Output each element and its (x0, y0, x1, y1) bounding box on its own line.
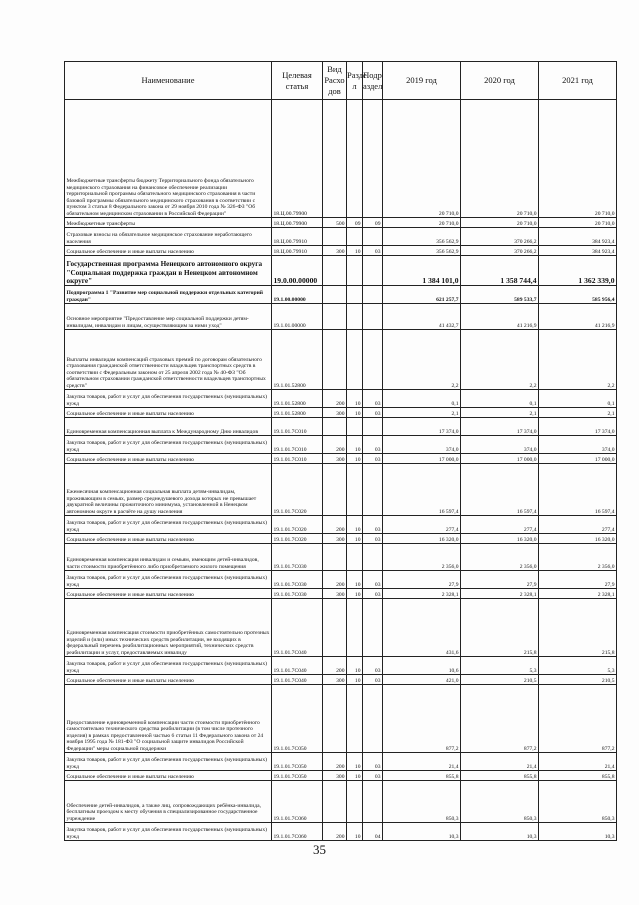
table-row (65, 330, 617, 390)
cell-value-2021: 210,5 (539, 675, 617, 685)
cell-target-article: 19.1.01.7С040 (272, 675, 323, 685)
table-row (65, 418, 617, 436)
header-section: Разде л (347, 62, 363, 100)
table-row (65, 657, 617, 675)
table-row (65, 100, 617, 218)
cell-value-2021: 17 374,0 (539, 418, 617, 436)
table-row (65, 304, 617, 330)
cell-value-2020: 277,4 (461, 516, 539, 534)
table-row (65, 464, 617, 516)
cell-expense-type: 300 (323, 771, 347, 781)
table-row (65, 685, 617, 753)
table-row (65, 781, 617, 823)
cell-section (347, 304, 363, 330)
cell-expense-type: 300 (323, 534, 347, 544)
cell-section: 09 (347, 218, 363, 228)
cell-row-name: Социальное обеспечение и иные выплаты населению (65, 246, 272, 256)
cell-target-article: 19.1.01.7С010 (272, 418, 323, 436)
cell-row-name: Единовременная компенсация инвалидам и семьям, имеющим детей-инвалидов, части стоимости приобретённого либо приобретаемого жилого помещения (65, 544, 272, 571)
cell-section: 10 (347, 823, 363, 841)
cell-row-name: Закупка товаров, работ и услуг для обеспечения государственных (муниципальных) нужд (65, 657, 272, 675)
cell-subsection: 03 (363, 390, 383, 408)
cell-value-2020: 855,8 (461, 771, 539, 781)
table-row (65, 228, 617, 246)
cell-subsection (363, 256, 383, 286)
cell-subsection (363, 464, 383, 516)
cell-row-name: Социальное обеспечение и иные выплаты населению (65, 454, 272, 464)
cell-subsection (363, 599, 383, 657)
cell-row-name: Основное мероприятие "Предоставление мер социальной поддержки детям-инвалидам, инвалидам и лицам, осуществляющим за ними уход" (65, 304, 272, 330)
cell-section: 10 (347, 753, 363, 771)
table-row (65, 599, 617, 657)
table-row (65, 408, 617, 418)
cell-subsection: 03 (363, 436, 383, 454)
cell-expense-type: 300 (323, 675, 347, 685)
cell-value-2020: 2,2 (461, 330, 539, 390)
cell-expense-type: 200 (323, 516, 347, 534)
cell-section (347, 418, 363, 436)
cell-value-2021: 855,8 (539, 771, 617, 781)
table-row (65, 516, 617, 534)
cell-value-2020: 215,8 (461, 599, 539, 657)
cell-value-2019: 21,4 (383, 753, 461, 771)
cell-section: 10 (347, 454, 363, 464)
cell-value-2020: 20 710,0 (461, 100, 539, 218)
cell-section (347, 286, 363, 304)
cell-value-2020: 370 266,2 (461, 246, 539, 256)
cell-value-2021: 850,3 (539, 781, 617, 823)
cell-row-name: Единовременная компенсационная выплата к Международному Дню инвалидов (65, 418, 272, 436)
cell-value-2019: 2 356,0 (383, 544, 461, 571)
cell-value-2019: 431,6 (383, 599, 461, 657)
cell-row-name: Закупка товаров, работ и услуг для обеспечения государственных (муниципальных) нужд (65, 436, 272, 454)
cell-value-2020: 16 597,4 (461, 464, 539, 516)
cell-value-2021: 10,3 (539, 823, 617, 841)
cell-row-name: Подпрограмма 1 "Развитие мер социальной поддержки отдельных категорий граждан" (65, 286, 272, 304)
cell-expense-type: 200 (323, 657, 347, 675)
table-row (65, 436, 617, 454)
cell-subsection: 03 (363, 571, 383, 589)
header-expense-type: Вид Расхо дов (323, 62, 347, 100)
cell-value-2019: 17 374,0 (383, 418, 461, 436)
cell-value-2021: 1 362 339,0 (539, 256, 617, 286)
cell-value-2020: 877,2 (461, 685, 539, 753)
cell-row-name: Страховые взносы на обязательное медицинское страхование неработающего населения (65, 228, 272, 246)
cell-value-2021: 41 216,9 (539, 304, 617, 330)
cell-expense-type (323, 685, 347, 753)
cell-target-article: 19.1.01.7С060 (272, 781, 323, 823)
cell-subsection (363, 100, 383, 218)
cell-row-name: Социальное обеспечение и иные выплаты населению (65, 589, 272, 599)
cell-value-2020: 17 000,0 (461, 454, 539, 464)
cell-value-2019: 877,2 (383, 685, 461, 753)
cell-section (347, 685, 363, 753)
cell-section: 10 (347, 657, 363, 675)
cell-value-2021: 374,0 (539, 436, 617, 454)
cell-row-name: Межбюджетные трансферты (65, 218, 272, 228)
cell-value-2020: 2,1 (461, 408, 539, 418)
cell-row-name: Ежемесячная компенсационная социальная выплата детям-инвалидам, проживающим в семьях, размер среднедушевого дохода которых не превышает двукратной величины прожиточного минимума, установленной в Ненецком автономном округе в расчёте на душу населения (65, 464, 272, 516)
cell-value-2021: 16 597,4 (539, 464, 617, 516)
cell-value-2019: 621 257,7 (383, 286, 461, 304)
header-subsection: Подр аздел (363, 62, 383, 100)
cell-target-article: 19.1.01.7С040 (272, 599, 323, 657)
table-row (65, 286, 617, 304)
cell-value-2019: 20 710,0 (383, 100, 461, 218)
table-row (65, 544, 617, 571)
cell-expense-type: 200 (323, 436, 347, 454)
cell-value-2019: 0,1 (383, 390, 461, 408)
cell-expense-type (323, 286, 347, 304)
cell-expense-type (323, 599, 347, 657)
cell-target-article: 19.1.01.7С060 (272, 823, 323, 841)
cell-expense-type: 300 (323, 454, 347, 464)
cell-section: 10 (347, 534, 363, 544)
cell-target-article: 19.1.01.7С010 (272, 436, 323, 454)
cell-value-2020: 2 328,1 (461, 589, 539, 599)
cell-section: 10 (347, 436, 363, 454)
cell-target-article: 19.1.01.7С050 (272, 685, 323, 753)
cell-expense-type: 500 (323, 218, 347, 228)
cell-value-2020: 20 710,0 (461, 218, 539, 228)
cell-target-article: 19.0.00.00000 (272, 256, 323, 286)
cell-target-article: 19.1.01.7С030 (272, 544, 323, 571)
cell-subsection: 03 (363, 246, 383, 256)
cell-value-2021: 21,4 (539, 753, 617, 771)
cell-target-article: 19.1.01.7С020 (272, 534, 323, 544)
header-year-2020: 2020 год (461, 62, 539, 100)
cell-target-article: 19.1.01.7С030 (272, 571, 323, 589)
cell-value-2020: 27,9 (461, 571, 539, 589)
cell-section: 10 (347, 408, 363, 418)
table-row (65, 823, 617, 841)
cell-row-name: Социальное обеспечение и иные выплаты населению (65, 675, 272, 685)
header-year-2021: 2021 год (539, 62, 617, 100)
cell-section: 10 (347, 246, 363, 256)
cell-value-2021: 585 956,4 (539, 286, 617, 304)
cell-value-2020: 374,0 (461, 436, 539, 454)
table-row (65, 753, 617, 771)
cell-subsection: 03 (363, 657, 383, 675)
cell-target-article: 19.1.01.7С020 (272, 464, 323, 516)
cell-row-name: Единовременная компенсация стоимости приобретённых самостоятельно протезных изделий и (или) иных технических средств реабилитации, не входящих в федеральный перечень реабилитационных мероприятий, технических средств реабилитации и услуг, предоставляемых инвалиду (65, 599, 272, 657)
table-row (65, 454, 617, 464)
cell-section (347, 464, 363, 516)
cell-value-2019: 2,2 (383, 330, 461, 390)
cell-value-2021: 2,2 (539, 330, 617, 390)
cell-value-2019: 356 562,9 (383, 228, 461, 246)
cell-section: 10 (347, 771, 363, 781)
cell-expense-type (323, 256, 347, 286)
cell-value-2020: 210,5 (461, 675, 539, 685)
cell-subsection: 03 (363, 408, 383, 418)
cell-value-2019: 855,8 (383, 771, 461, 781)
cell-expense-type: 200 (323, 823, 347, 841)
table-row (65, 218, 617, 228)
cell-subsection (363, 330, 383, 390)
cell-subsection: 03 (363, 589, 383, 599)
cell-value-2019: 17 000,0 (383, 454, 461, 464)
header-year-2019: 2019 год (383, 62, 461, 100)
page-number: 35 (313, 842, 326, 857)
header-name: Наименование (65, 62, 272, 100)
cell-value-2021: 215,8 (539, 599, 617, 657)
cell-subsection (363, 304, 383, 330)
cell-value-2020: 1 358 744,4 (461, 256, 539, 286)
cell-value-2021: 2,1 (539, 408, 617, 418)
cell-target-article: 19.1.01.7С050 (272, 771, 323, 781)
cell-value-2020: 370 266,2 (461, 228, 539, 246)
cell-row-name: Закупка товаров, работ и услуг для обеспечения государственных (муниципальных) нужд (65, 753, 272, 771)
budget-table (64, 61, 617, 841)
cell-value-2019: 356 562,9 (383, 246, 461, 256)
cell-section: 10 (347, 571, 363, 589)
cell-expense-type: 300 (323, 589, 347, 599)
table-header-row (65, 62, 617, 100)
cell-section (347, 256, 363, 286)
cell-section (347, 544, 363, 571)
cell-value-2020: 21,4 (461, 753, 539, 771)
table-row (65, 246, 617, 256)
cell-row-name: Социальное обеспечение и иные выплаты населению (65, 534, 272, 544)
cell-row-name: Обеспечение детей-инвалидов, а также лиц, сопровождающих ребёнка-инвалида, бесплатным проездом к месту обучения в специализированное государственное учреждение (65, 781, 272, 823)
cell-target-article: 19.1.01.00000 (272, 304, 323, 330)
cell-expense-type (323, 304, 347, 330)
cell-section (347, 781, 363, 823)
cell-value-2021: 27,9 (539, 571, 617, 589)
cell-value-2020: 17 374,0 (461, 418, 539, 436)
cell-value-2019: 10,6 (383, 657, 461, 675)
cell-value-2020: 850,3 (461, 781, 539, 823)
cell-value-2020: 2 356,0 (461, 544, 539, 571)
cell-row-name: Закупка товаров, работ и услуг для обеспечения государственных (муниципальных) нужд (65, 571, 272, 589)
cell-value-2021: 2 328,1 (539, 589, 617, 599)
table-row (65, 771, 617, 781)
cell-section: 10 (347, 589, 363, 599)
cell-section (347, 599, 363, 657)
table-row (65, 589, 617, 599)
cell-row-name: Предоставление единовременной компенсации части стоимости приобретённого самостоятельно технического средства реабилитации (в том числе протезного изделия) в рамках предоставленной частью 6 статьи 11 Федерального закона от 24 ноября 1995 года № 181-ФЗ "О социальной защите инвалидов Российской Федерации" меры социальной поддержки (65, 685, 272, 753)
cell-value-2021: 17 000,0 (539, 454, 617, 464)
cell-section (347, 228, 363, 246)
cell-value-2020: 5,3 (461, 657, 539, 675)
cell-value-2020: 16 320,0 (461, 534, 539, 544)
cell-row-name: Социальное обеспечение и иные выплаты населению (65, 771, 272, 781)
cell-row-name: Социальное обеспечение и иные выплаты населению (65, 408, 272, 418)
cell-section: 10 (347, 390, 363, 408)
cell-section (347, 330, 363, 390)
cell-subsection (363, 228, 383, 246)
cell-expense-type: 200 (323, 571, 347, 589)
cell-section (347, 100, 363, 218)
cell-value-2021: 0,1 (539, 390, 617, 408)
cell-target-article: 19.1.01.52800 (272, 390, 323, 408)
cell-expense-type: 200 (323, 753, 347, 771)
cell-value-2020: 41 216,9 (461, 304, 539, 330)
cell-value-2021: 384 923,4 (539, 246, 617, 256)
cell-target-article: 19.1.01.7С020 (272, 516, 323, 534)
cell-expense-type (323, 100, 347, 218)
cell-value-2020: 0,1 (461, 390, 539, 408)
cell-row-name: Выплаты инвалидам компенсаций страховых премий по договорам обязательного страхования гражданской ответственности владельцев транспортных средств в соответствии с Федеральным законом от 25 апреля 2002 года № 40-ФЗ "Об обязательном страховании гражданской ответственности владельцев транспортных средств" (65, 330, 272, 390)
cell-subsection: 04 (363, 823, 383, 841)
cell-expense-type (323, 418, 347, 436)
cell-target-article: 19.1.01.52800 (272, 330, 323, 390)
cell-value-2020: 589 533,7 (461, 286, 539, 304)
cell-subsection: 09 (363, 218, 383, 228)
cell-section: 10 (347, 675, 363, 685)
cell-value-2019: 421,0 (383, 675, 461, 685)
table-row (65, 390, 617, 408)
cell-subsection (363, 685, 383, 753)
cell-row-name: Закупка товаров, работ и услуг для обеспечения государственных (муниципальных) нужд (65, 390, 272, 408)
cell-value-2021: 16 320,0 (539, 534, 617, 544)
cell-value-2019: 2 328,1 (383, 589, 461, 599)
cell-target-article: 19.1.01.7С030 (272, 589, 323, 599)
cell-expense-type (323, 330, 347, 390)
cell-target-article: 18.Ц.00.79910 (272, 246, 323, 256)
cell-row-name: Государственная программа Ненецкого автономного округа "Социальная поддержка граждан в Ненецком автономном округе" (65, 256, 272, 286)
cell-subsection (363, 286, 383, 304)
cell-target-article: 19.1.01.52800 (272, 408, 323, 418)
cell-value-2021: 277,4 (539, 516, 617, 534)
cell-expense-type (323, 464, 347, 516)
cell-expense-type (323, 544, 347, 571)
table-row (65, 675, 617, 685)
cell-value-2019: 27,9 (383, 571, 461, 589)
cell-value-2021: 877,2 (539, 685, 617, 753)
cell-expense-type (323, 781, 347, 823)
cell-value-2020: 10,3 (461, 823, 539, 841)
cell-target-article: 19.1.01.7С040 (272, 657, 323, 675)
cell-value-2021: 2 356,0 (539, 544, 617, 571)
cell-value-2019: 850,3 (383, 781, 461, 823)
cell-row-name: Межбюджетные трансферты бюджету Территориального фонда обязательного медицинского страхования на финансовое обеспечение реализации территориальной программы обязательного медицинского страхования в части базовой программы обязательного медицинского страхования в соответствии с пунктом 3 статьи 8 Федерального закона от 29 ноября 2010 года № 326-ФЗ "Об обязательном медицинском страховании в Российской Федерации" (65, 100, 272, 218)
cell-value-2019: 10,3 (383, 823, 461, 841)
cell-target-article: 18.Ц.00.79900 (272, 218, 323, 228)
cell-target-article: 18.Ц.00.79910 (272, 228, 323, 246)
cell-value-2021: 5,3 (539, 657, 617, 675)
cell-value-2021: 20 710,0 (539, 218, 617, 228)
cell-expense-type: 200 (323, 390, 347, 408)
cell-value-2019: 20 710,0 (383, 218, 461, 228)
cell-subsection: 03 (363, 675, 383, 685)
cell-subsection: 03 (363, 516, 383, 534)
cell-value-2019: 277,4 (383, 516, 461, 534)
table-row (65, 571, 617, 589)
header-target-article: Целевая статья (272, 62, 323, 100)
cell-target-article: 18.Ц.00.79900 (272, 100, 323, 218)
cell-target-article: 19.1.01.7С010 (272, 454, 323, 464)
cell-subsection: 03 (363, 771, 383, 781)
cell-value-2019: 374,0 (383, 436, 461, 454)
cell-subsection: 03 (363, 753, 383, 771)
cell-subsection (363, 544, 383, 571)
cell-expense-type: 300 (323, 246, 347, 256)
cell-target-article: 19.1.01.7С050 (272, 753, 323, 771)
cell-subsection: 03 (363, 454, 383, 464)
cell-expense-type: 300 (323, 408, 347, 418)
cell-subsection (363, 781, 383, 823)
cell-subsection (363, 418, 383, 436)
cell-value-2019: 16 597,4 (383, 464, 461, 516)
cell-value-2019: 41 432,7 (383, 304, 461, 330)
cell-target-article: 19.1.00.00000 (272, 286, 323, 304)
table-row (65, 534, 617, 544)
cell-value-2021: 20 710,0 (539, 100, 617, 218)
cell-value-2021: 384 923,4 (539, 228, 617, 246)
cell-value-2019: 2,1 (383, 408, 461, 418)
cell-value-2019: 1 384 101,0 (383, 256, 461, 286)
cell-row-name: Закупка товаров, работ и услуг для обеспечения государственных (муниципальных) нужд (65, 823, 272, 841)
cell-value-2019: 16 320,0 (383, 534, 461, 544)
cell-section: 10 (347, 516, 363, 534)
table-row (65, 256, 617, 286)
cell-row-name: Закупка товаров, работ и услуг для обеспечения государственных (муниципальных) нужд (65, 516, 272, 534)
cell-subsection: 03 (363, 534, 383, 544)
cell-expense-type (323, 228, 347, 246)
